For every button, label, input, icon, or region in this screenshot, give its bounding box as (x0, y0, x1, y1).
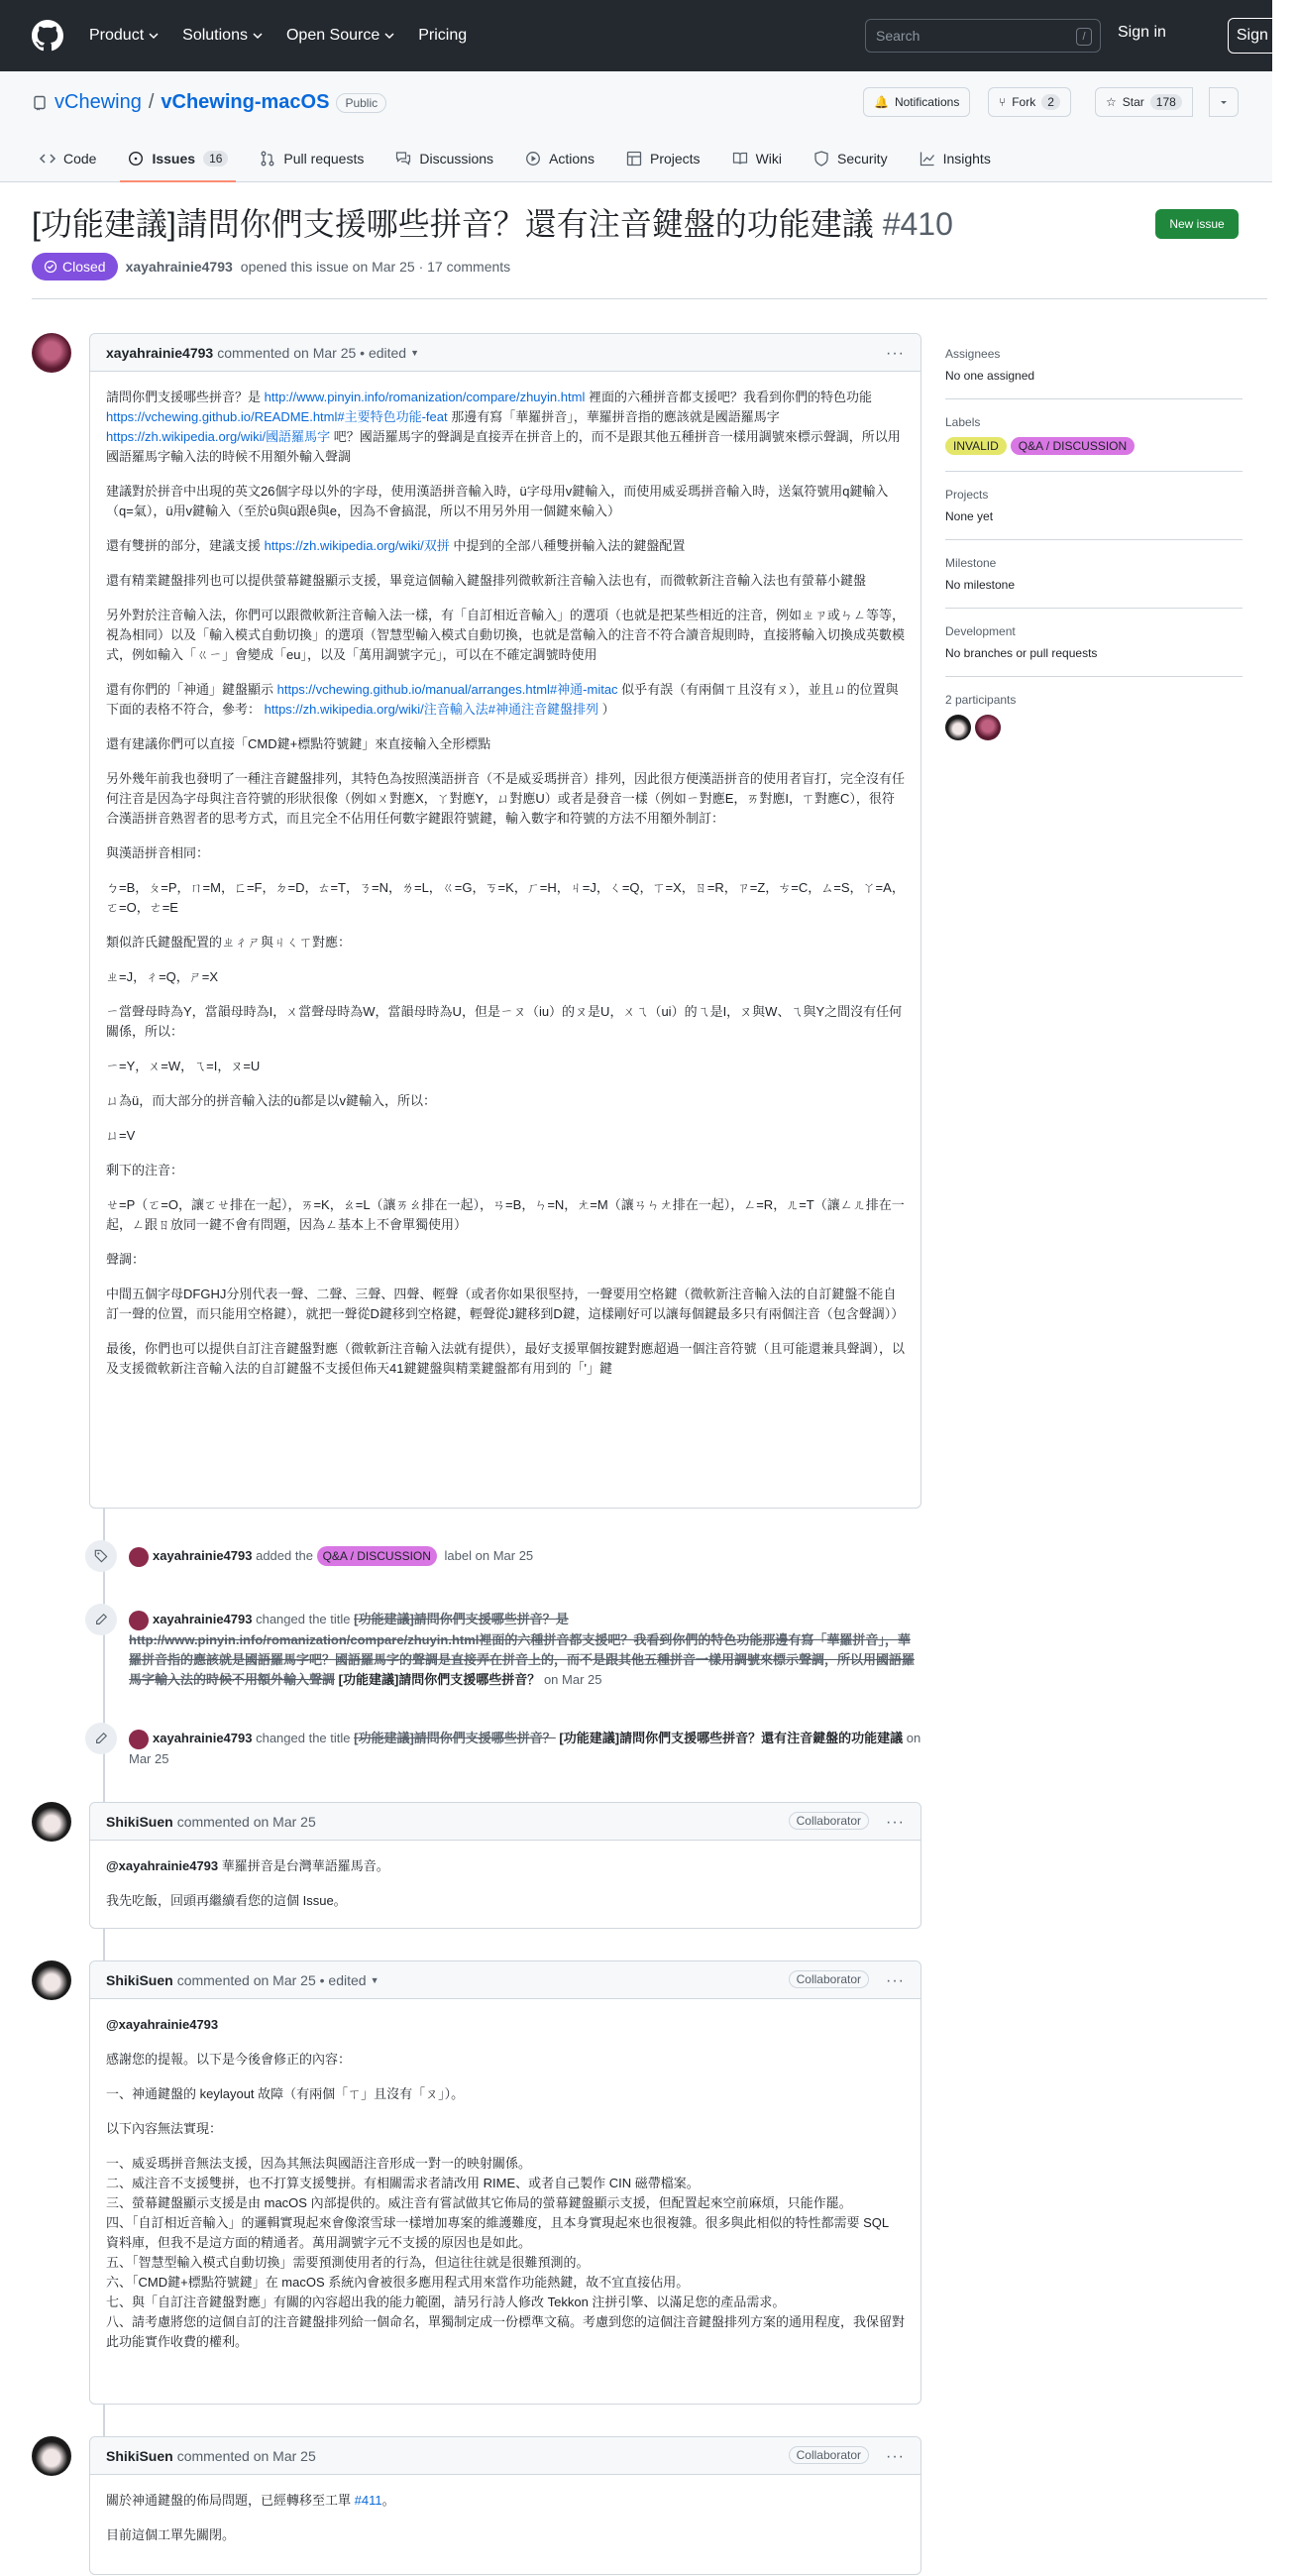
comment-paragraph (106, 536, 905, 556)
comment-body (90, 1841, 920, 1942)
labels-list (945, 437, 1243, 455)
bell-icon: 🔔 (874, 95, 889, 109)
tab-label: Actions (549, 151, 595, 167)
shield-icon (813, 151, 829, 167)
repo-breadcrumb (32, 91, 386, 114)
fork-button[interactable] (988, 87, 1071, 117)
comment-paragraph: 目前這個工單先關閉。 (106, 2527, 236, 2542)
nav-product[interactable] (89, 27, 159, 45)
tab-pull-requests[interactable] (252, 135, 372, 182)
comment-text: 中提到的全部八種雙拼輸入法的鍵盤配置 (449, 538, 686, 553)
external-link[interactable]: https://zh.wikipedia.org/wiki/國語羅馬字 (106, 429, 331, 444)
star-icon: ☆ (1106, 95, 1117, 109)
issues-count: 16 (203, 151, 228, 167)
comment-text: 吧？國語羅馬字的聲調是直接弄在拼音上的，而不是跟其他五種拼音一樣用調號來標示聲調，所以用國語羅馬字輸入法的時候不用額外輸入聲調 (106, 429, 901, 464)
pull-request-icon (260, 151, 275, 167)
event-text (129, 1546, 921, 1567)
comment-paragraph: 感謝您的提報。以下是今後會修正的內容： (106, 2052, 352, 2067)
projects-section (945, 478, 1243, 540)
tab-label: Insights (942, 151, 991, 167)
comment-text: 裡面的六種拼音都支援吧？我看到你們的特色功能 (585, 390, 872, 404)
chevron-down-icon[interactable]: ▼ (370, 1974, 379, 1985)
comment-meta: commented on Mar 25 • edited (217, 344, 407, 361)
external-link[interactable]: http://www.pinyin.info/romanization/compare/zhuyin.html (264, 390, 586, 404)
tab-label: Pull requests (283, 151, 365, 167)
collaborator-badge: Collaborator (789, 2446, 869, 2464)
list-item: 八、請考慮將您的這個自訂的注音鍵盤排列給一個命名，單獨制定成一份標準文稿。考慮到您的這個注音鍵盤排列方案的通用程度，我保留對此功能實作收費的權利。 (106, 2314, 906, 2349)
star-label: Star (1122, 95, 1144, 109)
star-count: 178 (1150, 94, 1182, 110)
comment-text: 關於神通鍵盤的佈局問題，已經轉移至工單 (106, 2493, 352, 2508)
table-icon (626, 151, 642, 167)
tab-code[interactable] (32, 135, 104, 182)
section-heading: Assignees (945, 347, 1001, 361)
comment-paragraph: ㄅ=B，ㄆ=P，ㄇ=M，ㄈ=F，ㄉ=D，ㄊ=T，ㄋ=N，ㄌ=L，ㄍ=G，ㄎ=K，ㄏ=H，ㄐ=J，ㄑ=Q，ㄒ=X，ㄖ=R，ㄗ=Z，ㄘ=C，ㄙ=S，ㄚ=A，ㄛ=O，ㄜ=E (106, 880, 905, 915)
notifications-button[interactable] (863, 87, 970, 117)
more-options-icon[interactable]: ··· (886, 345, 905, 362)
issue-title (32, 202, 1141, 246)
comment-paragraph: 建議對於拼音中出現的英文26個字母以外的字母，使用漢語拼音輸入時，ü字母用v鍵輸入，而使用威妥瑪拼音輸入時，送氣符號用q鍵輸入（q=氣），ü用v鍵輸入（至於ü與ü跟ê與e，因為不會搞混，所以不用另外用一個鍵來輸入） (106, 484, 889, 518)
old-title: [功能建議]請問你們支援哪些拼音？ (354, 1731, 556, 1745)
avatar[interactable] (32, 2436, 71, 2476)
user-mention[interactable]: @xayahrainie4793 (106, 1858, 219, 1873)
comment-paragraph: ㄩ=V (106, 1128, 136, 1143)
nav-open-source[interactable] (286, 27, 394, 45)
comment-meta: commented on Mar 25 (176, 1813, 316, 1830)
event-time: label on Mar 25 (444, 1548, 534, 1563)
repo-tabs (32, 135, 999, 182)
issue-opened-meta: opened this issue on Mar 25 · 17 comments (240, 259, 511, 275)
list-item: 四、「自訂相近音輸入」的邏輯實現起來會像滾雪球一樣增加專案的維護難度，且本身實現起來也很複雜。很多與此相似的特性都需要 SQL 資料庫，但我不是這方面的精通者。萬用調號字元不支援的原因也是如此。 (106, 2215, 889, 2250)
tab-security[interactable] (806, 135, 896, 182)
comment-paragraph: ㄓ=J，ㄔ=Q，ㄕ=X (106, 969, 219, 984)
code-icon (40, 151, 55, 167)
milestone-value: No milestone (945, 578, 1016, 592)
comment-header (90, 1961, 920, 1999)
divider (32, 298, 1267, 299)
tab-label: Wiki (755, 151, 782, 167)
state-label: Closed (62, 259, 106, 275)
comment-text: 華羅拼音是台灣華語羅馬音。 (221, 1858, 389, 1873)
comment-text: ） (597, 702, 615, 717)
chevron-down-icon[interactable]: ▼ (410, 347, 420, 358)
comment-text: 請問你們支援哪些拼音？是 (106, 390, 265, 404)
comment-paragraph: ㄧ=Y，ㄨ=W，ㄟ=I，ㄡ=U (106, 1059, 261, 1073)
tab-actions[interactable] (517, 135, 602, 182)
search-shortcut-key: / (1076, 28, 1092, 46)
label-invalid[interactable]: INVALID (945, 437, 1007, 455)
comment (89, 1960, 921, 2405)
assignees-section (945, 337, 1243, 399)
chevron-down-icon (1219, 97, 1229, 107)
chevron-down-icon (149, 31, 159, 41)
tab-label: Projects (649, 151, 701, 167)
comment-paragraph: 剩下的注音： (106, 1163, 184, 1177)
comment-paragraph: 另外對於注音輸入法，你們可以跟微軟新注音輸入法一樣，有「自訂相近音輸入」的選項（也就是把某些相近的注音，例如ㄓㄗ或ㄣㄥ等等，視為相同）以及「輸入模式自動切換」的選項（智慧型輸入模式自動切換，也就是當輸入的注音不符合讀音規則時，直接將輸入切換成英數模式，例如輸入「ㄍㄧ」會變成「eu」，以及「萬用調號字元」，可以在不確定調號時使用 (106, 608, 906, 662)
issue-author-link[interactable]: xayahrainie4793 (125, 259, 233, 275)
event-action: changed the title (256, 1731, 351, 1745)
nav-label: Product (89, 27, 145, 44)
labels-section (945, 405, 1243, 472)
list-item: 一、威妥瑪拼音無法支援，因為其無法與國語注音形成一對一的映射關係。 (106, 2156, 532, 2171)
tab-insights[interactable] (912, 135, 999, 182)
event-author[interactable]: xayahrainie4793 (153, 1612, 253, 1626)
star-dropdown-button[interactable] (1209, 87, 1239, 117)
comment-paragraph: 聲調： (106, 1252, 146, 1267)
sign-in-link[interactable]: Sign in (1118, 24, 1166, 41)
new-title: [功能建議]請問你們支援哪些拼音？還有注音鍵盤的功能建議 (559, 1731, 904, 1745)
avatar[interactable] (32, 333, 71, 373)
repo-icon (32, 95, 48, 111)
list-item: 三、螢幕鍵盤顯示支援是由 macOS 內部提供的。威注音有嘗試做其它佈局的螢幕鍵盤顯示支援，但配置起來空前麻煩，只能作罷。 (106, 2195, 852, 2210)
tab-projects[interactable] (618, 135, 708, 182)
more-options-icon[interactable]: ··· (886, 2448, 905, 2465)
issue-opened-icon (128, 151, 144, 167)
external-link[interactable]: https://vchewing.github.io/README.html#主要特色功能-feat (106, 409, 448, 424)
participants-section (945, 683, 1243, 756)
repo-header (0, 71, 1272, 182)
tab-label: Code (63, 151, 97, 167)
comment-author[interactable]: ShikiSuen (106, 2447, 173, 2464)
label-badge[interactable]: Q&A / DISCUSSION (317, 1546, 437, 1566)
list-item: 二、威注音不支援雙拼，也不打算支援雙拼。有相關需求者請改用 RIME、或者自己製作 CIN 磁帶檔案。 (106, 2176, 700, 2190)
discussion-icon (395, 151, 411, 167)
nav-pricing[interactable]: Pricing (418, 27, 468, 44)
comment-paragraph (106, 388, 905, 467)
comment-paragraph: 我先吃飯，回頭再繼續看您的這個 Issue。 (106, 1893, 347, 1908)
avatar[interactable] (129, 1730, 149, 1749)
avatar[interactable] (32, 1960, 71, 2000)
comment-text: 似乎有誤（有兩個ㄒ且沒有ㄡ），並且ㄩ的位置與下面的表格不符合，參考： (106, 682, 899, 717)
comment-text: 還有你們的「神通」鍵盤顯示 (106, 682, 277, 697)
collaborator-badge: Collaborator (789, 1970, 869, 1988)
event-author[interactable]: xayahrainie4793 (153, 1731, 253, 1745)
avatar[interactable] (32, 1802, 71, 1842)
old-title: [功能建議]請問你們支援哪些拼音？是 http://www.pinyin.info/romanization/compare/zhuyin.html裡面的六種拼音都支援吧？我看到你們的特色功能那邊有寫「華羅拼音」，華羅拼音指的應該就是國語羅馬字吧？國語羅馬字的聲調是直接弄在拼音上的，而不是跟其他五種拼音一樣用調號來標示聲調，所以用國語羅馬字輸入法的時候不用額外輸入聲調 (129, 1612, 916, 1687)
search-input[interactable] (865, 19, 1101, 53)
top-nav (89, 27, 467, 45)
global-header (0, 0, 1291, 71)
breadcrumb-separator: / (148, 91, 155, 113)
section-heading: Labels (945, 415, 981, 429)
event-text (129, 1610, 921, 1690)
milestone-section (945, 546, 1243, 609)
comment-header (90, 1803, 920, 1841)
title-change-event (89, 1723, 921, 1766)
comment-paragraph (106, 680, 905, 720)
external-link[interactable]: https://vchewing.github.io/manual/arranges.html#神通-mitac (276, 682, 618, 697)
fork-icon: ⑂ (999, 95, 1007, 109)
comment-paragraph: 另外幾年前我也發明了一種注音鍵盤排列，其特色為按照漢語拼音（不是威妥瑪拼音）排列，因此很方便漢語拼音的使用者盲打，完全沒有任何注音是因為字母與注音符號的形狀很像（例如ㄨ對應X，ㄚ對應Y，ㄩ對應U）或者是發音一樣（例如ㄧ對應E，ㄞ對應I，ㄒ對應C），很符合漢語拼音熟習者的思考方式，而且完全不佔用任何數字鍵跟符號鍵，輸入數字和符號的方法不用額外制訂： (106, 771, 906, 826)
new-issue-button[interactable]: New issue (1155, 209, 1239, 239)
comment-text: 那邊有寫「華羅拼音」，華羅拼音指的應該就是國語羅馬字 (447, 409, 780, 424)
comment-paragraph: 一、神通鍵盤的 keylayout 故障（有兩個「ㄒ」且沒有「ㄡ」）。 (106, 2086, 465, 2101)
issue-body-comment (89, 333, 921, 1509)
book-icon (732, 151, 748, 167)
title-change-event (89, 1604, 921, 1687)
comment-paragraph: 與漢語拼音相同： (106, 845, 210, 860)
chevron-down-icon (253, 31, 263, 41)
avatar[interactable] (975, 715, 1001, 740)
external-link[interactable]: https://zh.wikipedia.org/wiki/注音輸入法#神通注音鍵盤排列 (264, 702, 598, 717)
sign-up-button[interactable]: Sign up (1228, 18, 1299, 54)
nav-label: Solutions (182, 27, 248, 44)
label-qa-discussion[interactable]: Q&A / DISCUSSION (1011, 437, 1135, 455)
pencil-icon (85, 1723, 117, 1754)
play-icon (525, 151, 541, 167)
comment-body (90, 1999, 920, 2368)
comment-author[interactable]: ShikiSuen (106, 1813, 173, 1830)
issue-sidebar (945, 337, 1243, 762)
label-event (89, 1540, 921, 1572)
participants-list (945, 715, 1243, 740)
comment-author[interactable]: ShikiSuen (106, 1971, 173, 1988)
comment-meta: commented on Mar 25 • edited (176, 1971, 367, 1988)
comment-paragraph: 以下內容無法實現： (106, 2121, 223, 2136)
list-item: 七、與「自訂注音鍵盤對應」有關的內容超出我的能力範圍，請另行詩人修改 Tekkon 注拼引擎、以滿足您的產品需求。 (106, 2295, 786, 2309)
collaborator-badge: Collaborator (789, 1812, 869, 1830)
event-time: on Mar 25 (543, 1671, 602, 1687)
tab-label: Security (837, 151, 888, 167)
comment-paragraph: 類似許氏鍵盤配置的ㄓㄔㄕ與ㄐㄑㄒ對應： (106, 935, 352, 950)
new-title: [功能建議]請問你們支援哪些拼音？ (338, 1671, 541, 1687)
projects-value: None yet (945, 509, 994, 523)
nav-solutions[interactable] (182, 27, 263, 45)
comment-paragraph: ㄩ為ü，而大部分的拼音輸入法的ü都是以v鍵輸入，所以： (106, 1093, 436, 1108)
section-heading: Projects (945, 488, 989, 502)
event-author[interactable]: xayahrainie4793 (153, 1548, 253, 1563)
event-time: on Mar 25 (129, 1731, 921, 1766)
repo-name-link[interactable]: vChewing-macOS (161, 91, 330, 113)
tab-wiki[interactable] (724, 135, 790, 182)
user-mention[interactable]: @xayahrainie4793 (106, 2017, 219, 2032)
more-options-icon[interactable]: ··· (886, 1814, 905, 1831)
avatar[interactable] (129, 1611, 149, 1630)
issue-number: #410 (882, 206, 953, 242)
development-section (945, 615, 1243, 677)
section-heading: Development (945, 624, 1016, 638)
comment-paragraph: ㄝ=P（ㄛ=O，讓ㄛㄝ排在一起），ㄞ=K，ㄠ=L（讓ㄞㄠ排在一起），ㄢ=B，ㄣ=N，ㄤ=M（讓ㄢㄣㄤ排在一起），ㄥ=R，ㄦ=T（讓ㄥㄦ排在一起，ㄥ跟ㄖ放同一鍵不會有問題，因為ㄥ基本上不會單獨使用） (106, 1197, 905, 1232)
comment (89, 1802, 921, 1929)
comment-paragraph: 還有精業鍵盤排列也可以提供螢幕鍵盤顯示支援，畢竟這個輸入鍵盤排列微軟新注音輸入法也有，而微軟新注音輸入法也有螢幕小鍵盤 (106, 573, 867, 588)
fork-label: Fork (1012, 95, 1036, 109)
comment-text: 還有雙拼的部分，建議支援 (106, 538, 265, 553)
github-logo-icon[interactable] (32, 20, 63, 52)
event-action: added the (256, 1548, 313, 1563)
visibility-badge: Public (336, 93, 386, 113)
list-item: 五、「智慧型輸入模式自動切換」需要預測使用者的行為，但這往往就是很難預測的。 (106, 2255, 590, 2270)
comment-header (90, 334, 920, 372)
closed-state-badge (32, 253, 118, 280)
tab-issues[interactable] (120, 135, 236, 182)
avatar[interactable] (129, 1547, 149, 1567)
search-placeholder: Search (876, 28, 920, 44)
comment-body (90, 372, 920, 1409)
comment-paragraph: 還有建議你們可以直接「CMD鍵+標點符號鍵」來直接輸入全形標點 (106, 736, 491, 751)
nav-label: Open Source (285, 27, 380, 44)
external-link[interactable]: https://zh.wikipedia.org/wiki/双拼 (264, 538, 450, 553)
issue-link[interactable]: #411 (354, 2493, 382, 2508)
not-supported-list (106, 2154, 905, 2352)
graph-icon (920, 151, 935, 167)
comment-author[interactable]: xayahrainie4793 (106, 344, 214, 361)
tab-label: Issues (152, 151, 196, 167)
section-heading: 2 participants (945, 693, 1017, 707)
comment-header (90, 2437, 920, 2475)
comment (89, 2436, 921, 2575)
comment-text: 。 (381, 2493, 395, 2508)
event-text (129, 1729, 921, 1769)
avatar[interactable] (945, 715, 971, 740)
development-value: No branches or pull requests (945, 646, 1098, 660)
star-button[interactable] (1095, 87, 1193, 117)
tag-icon (85, 1540, 117, 1572)
comment-paragraph: 最後，你們也可以提供自訂注音鍵盤對應（微軟新注音輸入法就有提供），最好支援單個按鍵對應超過一個注音符號（且可能還兼具聲調），以及支援微軟新注音輸入法的自訂鍵盤不支援但佈天41鍵鍵盤與精業鍵盤都有用到的「'」鍵 (106, 1341, 906, 1376)
list-item: 六、「CMD鍵+標點符號鍵」在 macOS 系統內會被很多應用程式用來當作功能熱鍵，故不宜直接佔用。 (106, 2275, 690, 2290)
issue-title-text: [功能建議]請問你們支援哪些拼音？還有注音鍵盤的功能建議 (32, 206, 874, 242)
event-action: changed the title (256, 1612, 351, 1626)
comment-meta: commented on Mar 25 (176, 2447, 316, 2464)
repo-owner-link[interactable]: vChewing (54, 91, 142, 113)
comment-paragraph: ㄧ當聲母時為Y，當韻母時為I，ㄨ當聲母時為W，當韻母時為U，但是ㄧㄡ（iu）的ㄡ是U，ㄨㄟ（ui）的ㄟ是I，ㄡ與W、ㄟ與Y之間沒有任何關係，所以： (106, 1004, 903, 1039)
notifications-label: Notifications (894, 95, 960, 109)
issue-closed-icon (44, 260, 57, 274)
issue-state-bar (32, 253, 510, 280)
fork-count: 2 (1041, 94, 1060, 110)
chevron-down-icon (384, 31, 394, 41)
comment-body (90, 2475, 920, 2576)
tab-label: Discussions (419, 151, 494, 167)
section-heading: Milestone (945, 556, 997, 570)
assignees-value: No one assigned (945, 369, 1035, 383)
tab-discussions[interactable] (387, 135, 501, 182)
pencil-icon (85, 1604, 117, 1635)
comment-paragraph: 中間五個字母DFGHJ分別代表一聲、二聲、三聲、四聲、輕聲（或者你如果很堅持，一聲要用空格鍵（微軟新注音輸入法的自訂鍵盤不能自訂一聲的位置，而只能用空格鍵），就把一聲從D鍵移到空格鍵，輕聲從J鍵移到D鍵，這樣剛好可以讓每個鍵最多只有兩個注音（包含聲調）） (106, 1287, 905, 1321)
more-options-icon[interactable]: ··· (886, 1972, 905, 1989)
